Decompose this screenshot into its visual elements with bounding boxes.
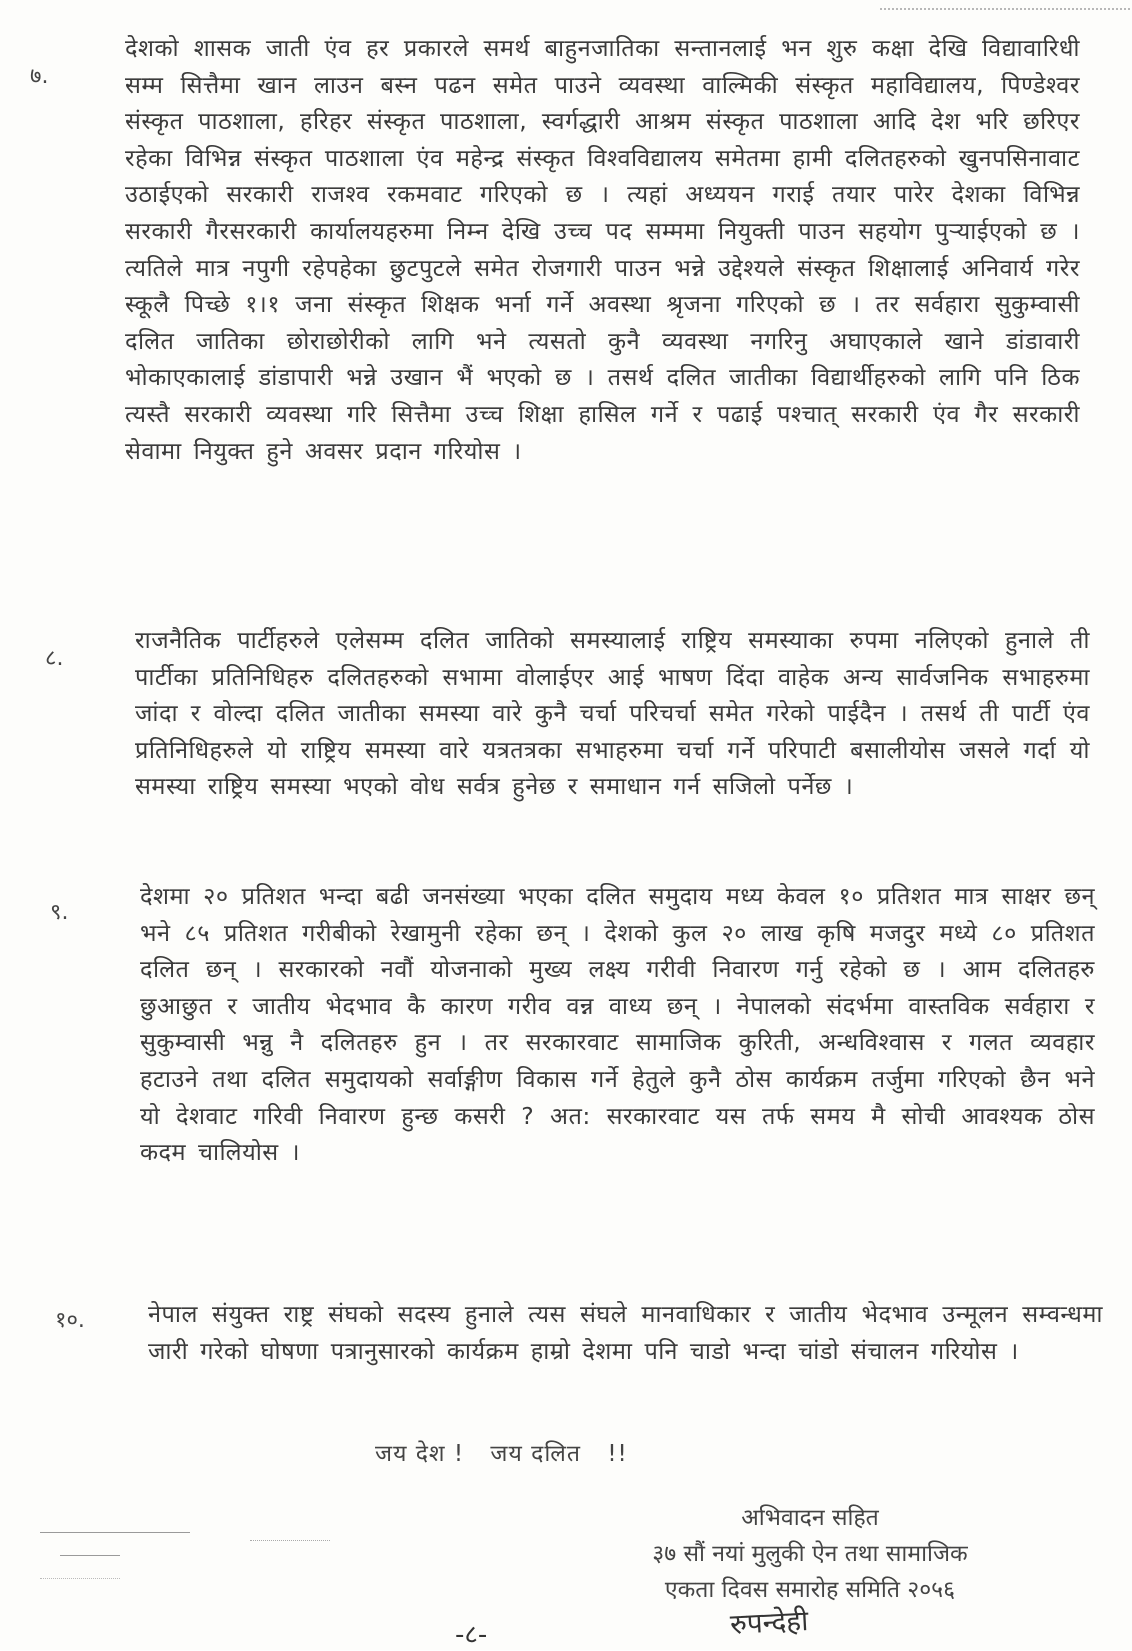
page-number: -८- bbox=[455, 1620, 488, 1650]
slogan-part: !! bbox=[607, 1441, 628, 1467]
stray-line bbox=[250, 1540, 330, 1541]
paragraph-number: ८. bbox=[45, 646, 64, 671]
paragraph-text: नेपाल संयुक्त राष्ट्र संघको सदस्य हुनाले त्यस संघले मानवाधिकार र जातीय भेदभाव उन्मूलन सम्वन्धमा जारी गरेको घोषणा पत्रानुसारको कार्यक्रम हाम्रो देशमा पनि चाडो भन्दा चांडो संचालन गरियोस । bbox=[148, 1300, 1103, 1365]
slogan-part: जय दलित bbox=[490, 1441, 582, 1467]
paragraph-number: ९. bbox=[50, 900, 69, 925]
paragraph-text: राजनैतिक पार्टीहरुले एलेसम्म दलित जातिको समस्यालाई राष्ट्रिय समस्याका रुपमा नलिएको हुनाले ती पार्टीका प्रतिनिधिहरु दलितहरुको सभामा वोलाईएर आई भाषण दिंदा वाहेक अन्य सार्वजनिक सभाहरुमा जांदा र वोल्दा दलित जातीका समस्या वारे कुनै चर्चा परिचर्चा समेत गरेको पाईदैन । तसर्थ ती पार्टी एंव प्रतिनिधिहरुले यो राष्ट्रिय समस्या वारे यत्रतत्रका सभाहरुमा चर्चा गर्ने परिपाटी बसालीयोस जसले गर्दा यो समस्या राष्ट्रिय समस्या भएको वोध सर्वत्र हुनेछ र समाधान गर्न सजिलो पर्नेछ । bbox=[135, 626, 1090, 801]
signature-block bbox=[580, 1500, 1040, 1608]
signature-committee-line: ३७ सौं नयां मुलुकी ऐन तथा सामाजिक bbox=[652, 1541, 968, 1567]
signature-greeting: अभिवादन सहित bbox=[741, 1505, 879, 1531]
stray-line bbox=[40, 1578, 120, 1579]
handwritten-district: रुपन्देही bbox=[729, 1603, 810, 1642]
top-dotted-rule bbox=[880, 8, 1130, 10]
paragraph-number: ७. bbox=[30, 64, 49, 89]
stray-line bbox=[40, 1532, 190, 1533]
slogan-part: जय देश ! bbox=[375, 1441, 465, 1467]
stray-line bbox=[60, 1555, 120, 1556]
closing-slogan bbox=[375, 1436, 646, 1468]
paragraph-number: १०. bbox=[55, 1308, 85, 1333]
signature-committee-line: एकता दिवस समारोह समिति २०५६ bbox=[664, 1577, 956, 1603]
paragraph-text: देशमा २० प्रतिशत भन्दा बढी जनसंख्या भएका दलित समुदाय मध्य केवल १० प्रतिशत मात्र साक्षर छन् भने ८५ प्रतिशत गरीबीको रेखामुनी रहेका छन् । देशको कुल २० लाख कृषि मजदुर मध्ये ८० प्रतिशत दलित छन् । सरकारको नवौं योजनाको मुख्य लक्ष्य गरीवी निवारण गर्नु रहेको छ । आम दलितहरु छुआछुत र जातीय भेदभाव कै कारण गरीव वन्न वाध्य छन् । नेपालको संदर्भमा वास्तविक सर्वहारा र सुकुम्वासी भन्नु नै दलितहरु हुन । तर सरकारवाट सामाजिक कुरिती, अन्धविश्वास र गलत व्यवहार हटाउने तथा दलित समुदायको सर्वाङ्गीण विकास गर्ने हेतुले कुनै ठोस कार्यक्रम तर्जुमा गरिएको छैन भने यो देशवाट गरिवी निवारण हुन्छ कसरी ? अत: सरकारवाट यस तर्फ समय मै सोची आवश्यक ठोस कदम चालियोस । bbox=[140, 882, 1095, 1167]
paragraph-text: देशको शासक जाती एंव हर प्रकारले समर्थ बाहुनजातिका सन्तानलाई भन शुरु कक्षा देखि विद्यावारिधी सम्म सित्तैमा खान लाउन बस्न पढन समेत पाउने व्यवस्था वाल्मिकी संस्कृत महाविद्यालय, पिण्डेश्वर संस्कृत पाठशाला, हरिहर संस्कृत पाठशाला, स्वर्गद्धारी आश्रम संस्कृत पाठशाला आदि देश भरि छरिएर रहेका विभिन्न संस्कृत पाठशाला एंव महेन्द्र संस्कृत विश्वविद्यालय समेतमा हामी दलितहरुको खुनपसिनावाट उठाईएको सरकारी राजश्व रकमवाट गरिएको छ । त्यहां अध्ययन गराई तयार पारेर देशका विभिन्न सरकारी गैरसरकारी कार्यालयहरुमा निम्न देखि उच्च पद सम्ममा नियुक्ती पाउन सहयोग पुऱ्याईएको छ । त्यतिले मात्र नपुगी रहेपहेका छुटपुटले समेत रोजगारी पाउन भन्ने उद्देश्यले संस्कृत शिक्षालाई अनिवार्य गरेर स्कूलै पिच्छे १।१ जना संस्कृत शिक्षक भर्ना गर्ने अवस्था श्रृजना गरिएको छ । तर सर्वहारा सुकुम्वासी दलित जातिका छोराछोरीको लागि भने त्यसतो कुनै व्यवस्था नगरिनु अघाएकाले खाने डांडावारी भोकाएकालाई डांडापारी भन्ने उखान भैं भएको छ । तसर्थ दलित जातीका विद्यार्थीहरुको लागि पनि ठिक त्यस्तै सरकारी व्यवस्था गरि सित्तैमा उच्च शिक्षा हासिल गर्ने र पढाई पश्चात् सरकारी एंव गैर सरकारी सेवामा नियुक्त हुने अवसर प्रदान गरियोस । bbox=[125, 34, 1080, 465]
